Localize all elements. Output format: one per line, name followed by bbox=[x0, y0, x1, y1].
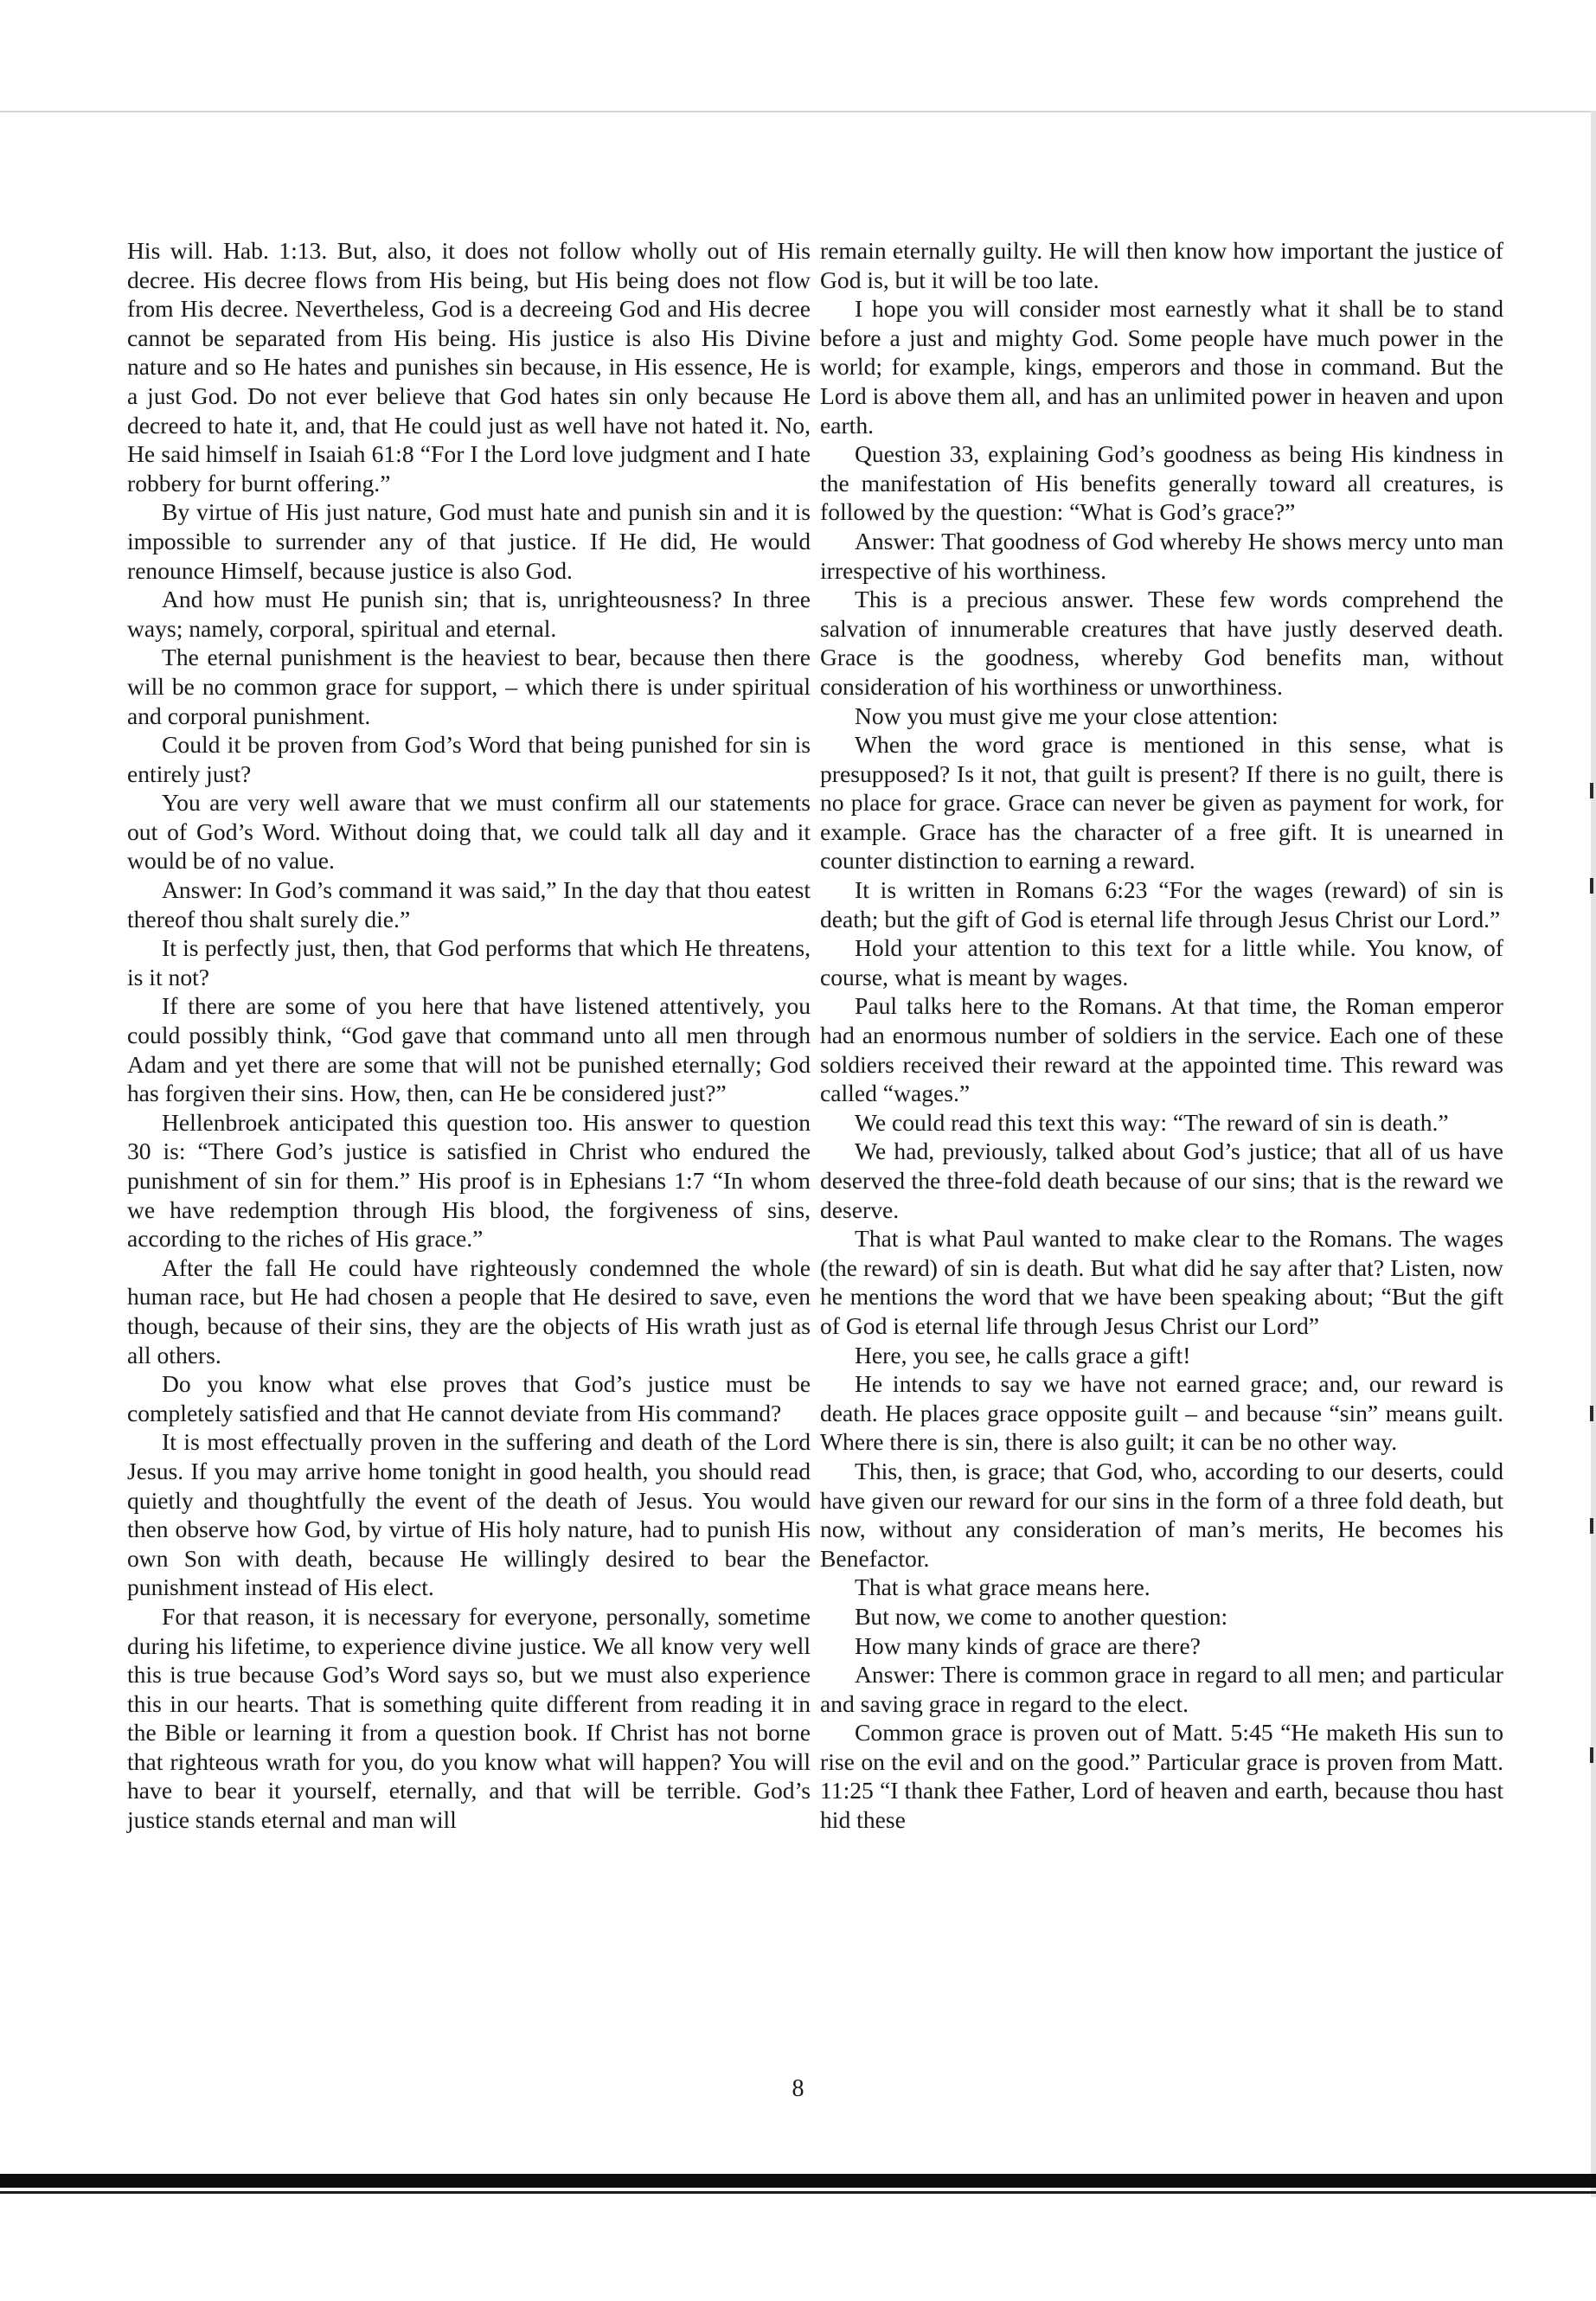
paragraph: He intends to say we have not earned grace; and, our reward is death. He places grace opposite guilt – and because “sin” means guilt. Where there is sin, there is also guilt; it can be no other way. bbox=[820, 1370, 1503, 1456]
paragraph: Answer: There is common grace in regard to all men; and particular and saving grace in regard to the elect. bbox=[820, 1661, 1503, 1717]
paragraph: Now you must give me your close attention: bbox=[855, 702, 1279, 729]
margin-mark bbox=[1590, 1406, 1593, 1421]
paragraph: By virtue of His just nature, God must hate and punish sin and it is impossible to surrender any of that justice. If He did, He would renounce Himself, because justice is also God. bbox=[127, 498, 811, 584]
margin-mark bbox=[1590, 1518, 1593, 1534]
paragraph: Do you know what else proves that God’s justice must be completely satisfied and that He cannot deviate from His command? bbox=[127, 1370, 811, 1426]
top-page-rule bbox=[0, 111, 1596, 112]
paragraph: After the fall He could have righteously condemned the whole human race, but He had chosen a people that He desired to save, even though, because of their sins, they are the objects of His wrath just as all others. bbox=[127, 1253, 811, 1368]
paragraph: It is written in Romans 6:23 “For the wages (reward) of sin is death; but the gift of God is eternal life through Jesus Christ our Lord.” bbox=[820, 876, 1503, 933]
margin-mark bbox=[1590, 1747, 1593, 1763]
paragraph: Hellenbroek anticipated this question too. His answer to question 30 is: “There God’s justice is satisfied in Christ who endured the punishment of sin for them.” His proof is in Ephesians 1:7 “In whom we have redemption through His blood, the forgiveness of sins, according to the riches of His grace.” bbox=[127, 1108, 811, 1253]
paragraph: That is what Paul wanted to make clear to the Romans. The wages (the reward) of sin is death. But what did he say after that? Listen, now he mentions the word that we have been speaking about; “But the gift of God is eternal life through Jesus Christ our Lord” bbox=[820, 1225, 1503, 1339]
paragraph: remain eternally guilty. He will then know how important the justice of God is, but it will be too late. bbox=[820, 237, 1503, 293]
paragraph: And how must He punish sin; that is, unrighteousness? In three ways; namely, corporal, spiritual and eternal. bbox=[127, 586, 811, 642]
left-text-column bbox=[127, 236, 811, 1835]
paragraph: This, then, is grace; that God, who, according to our deserts, could have given our reward for our sins in the form of a three fold death, but now, without any consideration of man’s merits, He becomes his Benefactor. bbox=[820, 1457, 1503, 1572]
paragraph: If there are some of you here that have listened attentively, you could possibly think, “God gave that command unto all men through Adam and yet there are some that will not be punished eternally; God has forgiven their sins. How, then, can He be considered just?” bbox=[127, 992, 811, 1107]
paragraph: It is perfectly just, then, that God performs that which He threatens, is it not? bbox=[127, 934, 811, 990]
paragraph: You are very well aware that we must confirm all our statements out of God’s Word. Without doing that, we could talk all day and it would be of no value. bbox=[127, 789, 811, 875]
page-number: 8 bbox=[792, 2075, 804, 2102]
paragraph: Paul talks here to the Romans. At that time, the Roman emperor had an enormous number of soldiers in the service. Each one of these soldiers received their reward at the appointed time. This reward was called “wages.” bbox=[820, 992, 1503, 1107]
paragraph: Hold your attention to this text for a little while. You know, of course, what is meant by wages. bbox=[820, 934, 1503, 990]
paragraph: Answer: In God’s command it was said,” In the day that thou eatest thereof thou shalt surely die.” bbox=[127, 876, 811, 933]
paragraph: But now, we come to another question: bbox=[855, 1602, 1228, 1630]
right-text-column bbox=[820, 236, 1503, 1835]
paragraph: Common grace is proven out of Matt. 5:45 “He maketh His sun to rise on the evil and on the good.” Particular grace is proven from Matt. 11:25 “I thank thee Father, Lord of heaven and earth, because thou hast hid these bbox=[820, 1719, 1503, 1834]
margin-mark bbox=[1590, 783, 1593, 798]
paragraph: For that reason, it is necessary for everyone, personally, sometime during his lifetime, to experience divine justice. We all know very well this is true because God’s Word says so, but we must also experience this in our hearts. That is something quite different from reading it in the Bible or learning it from a question book. If Christ has not borne that righteous wrath for you, do you know what will happen? You will have to bear it yourself, eternally, and that will be terrible. God’s justice stands eternal and man will bbox=[127, 1602, 811, 1834]
paragraph: Question 33, explaining God’s goodness as being His kindness in the manifestation of His benefits generally toward all creatures, is followed by the question: “What is God’s grace?” bbox=[820, 440, 1503, 526]
margin-mark bbox=[1590, 878, 1593, 894]
paragraph: Here, you see, he calls grace a gift! bbox=[855, 1341, 1191, 1368]
paragraph: Answer: That goodness of God whereby He shows mercy unto man irrespective of his worthiness. bbox=[820, 527, 1503, 584]
paragraph: How many kinds of grace are there? bbox=[855, 1631, 1201, 1659]
paragraph: That is what grace means here. bbox=[855, 1574, 1151, 1601]
right-page-edge bbox=[1591, 111, 1596, 2197]
paragraph: It is most effectually proven in the suffering and death of the Lord Jesus. If you may arrive home tonight in good health, you should read quietly and thoughtfully the event of the death of Jesus. You would then observe how God, by virtue of His holy nature, had to punish His own Son with death, because He willingly desired to bear the punishment instead of His elect. bbox=[127, 1428, 811, 1601]
paragraph: I hope you will consider most earnestly what it shall be to stand before a just and mighty God. Some people have much power in the world; for example, kings, emperors and those in command. But the Lord is above them all, and has an unlimited power in heaven and upon earth. bbox=[820, 295, 1503, 439]
paragraph: Could it be proven from God’s Word that being punished for sin is entirely just? bbox=[127, 731, 811, 787]
paragraph: This is a precious answer. These few words comprehend the salvation of innumerable creatures that have justly deserved death. Grace is the goodness, whereby God benefits man, without consideration of his worthiness or unworthiness. bbox=[820, 586, 1503, 700]
paragraph: We could read this text this way: “The reward of sin is death.” bbox=[855, 1108, 1449, 1136]
paragraph: The eternal punishment is the heaviest to bear, because then there will be no common grace for support, – which there is under spiritual and corporal punishment. bbox=[127, 644, 811, 729]
paragraph: When the word grace is mentioned in this sense, what is presupposed? Is it not, that guilt is present? If there is no guilt, there is no place for grace. Grace can never be given as payment for work, for example. Grace has the character of a free gift. It is unearned in counter distinction to earning a reward. bbox=[820, 731, 1503, 875]
paragraph: His will. Hab. 1:13. But, also, it does not follow wholly out of His decree. His decree flows from His being, but His being does not flow from His decree. Nevertheless, God is a decreeing God and His decree cannot be separated from His being. His justice is also His Divine nature and so He hates and punishes sin because, in His essence, He is a just God. Do not ever believe that God hates sin only because He decreed to hate it, and, that He could just as well have not hated it. No, He said himself in Isaiah 61:8 “For I the Lord love judgment and I hate robbery for burnt offering.” bbox=[127, 237, 811, 497]
paragraph: We had, previously, talked about God’s justice; that all of us have deserved the three-fold death because of our sins; that is the reward we deserve. bbox=[820, 1138, 1503, 1223]
bottom-border-rule bbox=[0, 2191, 1596, 2194]
bottom-border-bar bbox=[0, 2174, 1596, 2188]
